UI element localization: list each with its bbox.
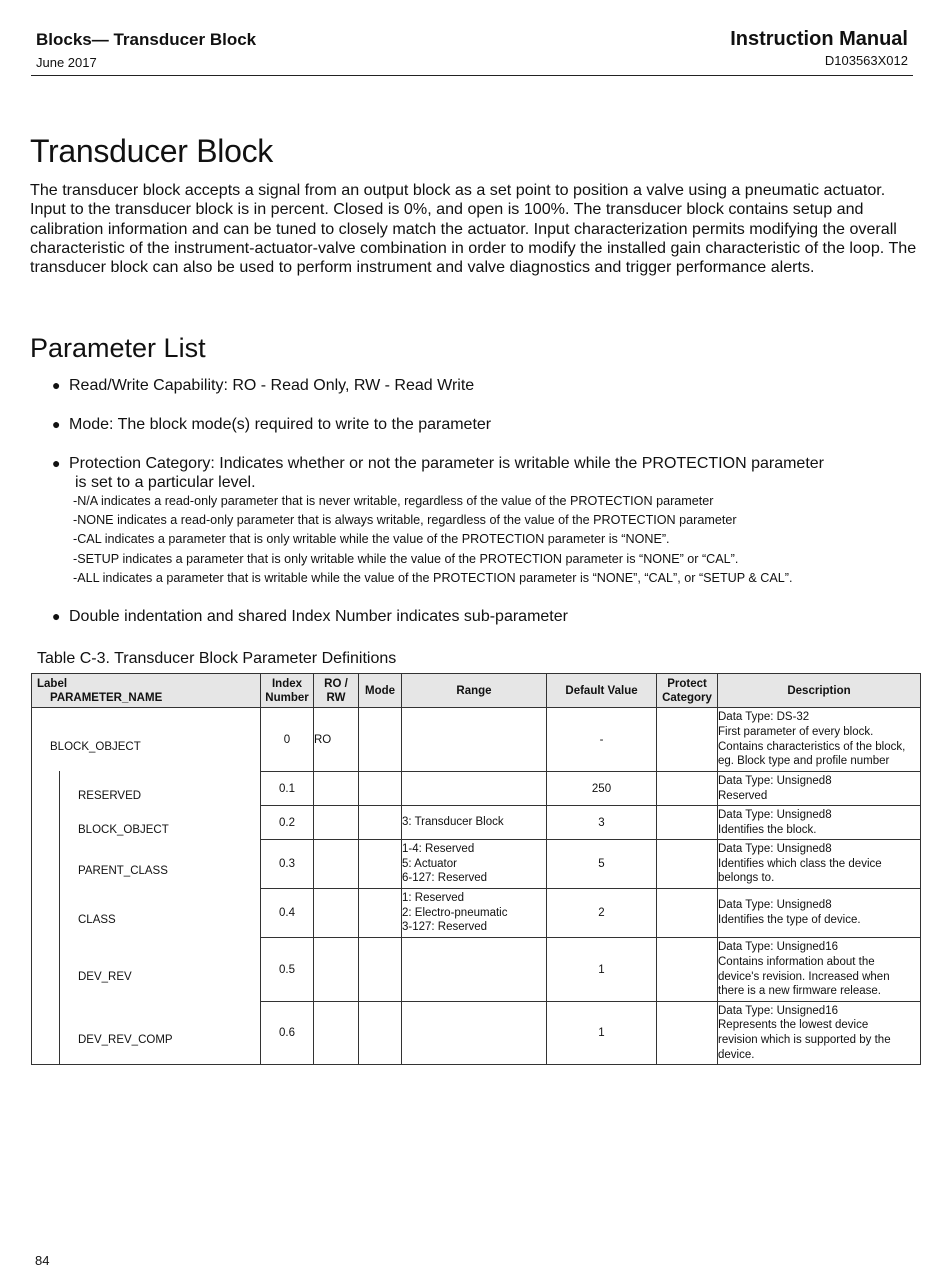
rorw-cell [314, 806, 359, 840]
label-cell [32, 806, 261, 840]
rorw-header-line1: RO / [324, 677, 348, 690]
description-cell: Data Type: Unsigned8 Identifies the block. [718, 806, 921, 840]
header-date: June 2017 [36, 55, 97, 70]
index-cell: 0.5 [261, 938, 314, 1002]
rorw-header-line2: RW [326, 691, 346, 704]
table-row [32, 708, 921, 772]
table-row [32, 806, 921, 840]
protect-cell [657, 938, 718, 1002]
bullet-text: Protection Category: Indicates whether or not the parameter is writable while the PROTECTION parameter [69, 455, 824, 472]
label-header-line2: PARAMETER_NAME [50, 691, 163, 704]
nested-line [59, 1001, 60, 1066]
protect-cell [657, 806, 718, 840]
nested-line [59, 805, 60, 841]
range-cell: 1-4: Reserved 5: Actuator 6-127: Reserved [402, 840, 547, 889]
rorw-cell [314, 840, 359, 889]
mode-cell [359, 840, 402, 889]
default-cell: 1 [547, 938, 657, 1002]
default-cell: 5 [547, 840, 657, 889]
label-cell [32, 708, 261, 772]
rorw-cell: RO [314, 708, 359, 772]
header-doc-number: D103563X012 [824, 53, 908, 68]
bullet-icon: ● [52, 416, 61, 432]
index-cell: 0.1 [261, 772, 314, 806]
index-cell: 0.4 [261, 889, 314, 938]
parameter-table [31, 673, 921, 1065]
protect-header-line2: Category [662, 691, 712, 704]
protect-header-line1: Protect [667, 677, 707, 690]
intro-paragraph: The transducer block accepts a signal from an output block as a set point to position a valve using a pneumatic actuator. Input to the transducer block is in percent. Closed is 0%, and open is 100%. The transducer block contains setup and calibration information and can be tuned to closely match the actuator. Input characterization permits modifying the overall characteristic of the instrument-actuator-valve combination in order to modify the installed gain characteristic of the loop. The transducer block can also be used to perform instrument and valve diagnostics and trigger performance alerts. [30, 181, 917, 277]
rorw-cell [314, 889, 359, 938]
header-rule [31, 75, 913, 76]
range-cell [402, 708, 547, 772]
description-cell: Data Type: Unsigned8 Identifies which class the device belongs to. [718, 840, 921, 889]
page-number: 84 [35, 1253, 50, 1268]
protect-cell [657, 840, 718, 889]
range-cell: 3: Transducer Block [402, 806, 547, 840]
mode-cell [359, 1002, 402, 1065]
description-cell: Data Type: Unsigned16 Represents the lowest device revision which is supported by the device. [718, 1002, 921, 1065]
index-cell: 0.2 [261, 806, 314, 840]
protection-note: -CAL indicates a parameter that is only writable while the value of the PROTECTION parameter is “NONE”. [73, 532, 670, 546]
protection-note: -ALL indicates a parameter that is writable while the value of the PROTECTION parameter is “NONE”, “CAL”, or “SETUP & CAL”. [73, 571, 793, 585]
parameter-list-heading: Parameter List [30, 333, 206, 363]
range-cell [402, 1002, 547, 1065]
description-cell: Data Type: Unsigned8 Identifies the type of device. [718, 889, 921, 938]
index-header-line2: Number [265, 691, 309, 704]
default-cell: 250 [547, 772, 657, 806]
table-caption: Table C-3. Transducer Block Parameter Definitions [37, 650, 397, 667]
protection-note: -N/A indicates a read-only parameter that is never writable, regardless of the value of the PROTECTION parameter [73, 494, 714, 508]
col-header-default: Default Value [547, 674, 657, 708]
col-header-range: Range [402, 674, 547, 708]
mode-cell [359, 772, 402, 806]
table-row [32, 1002, 921, 1065]
param-name: BLOCK_OBJECT [78, 823, 169, 836]
label-header-line1: Label [37, 677, 68, 690]
param-name: BLOCK_OBJECT [50, 740, 141, 753]
protection-note: -SETUP indicates a parameter that is only writable while the value of the PROTECTION parameter is “NONE” or “CAL”. [73, 552, 739, 566]
header-section-title: Blocks— Transducer Block [36, 30, 257, 49]
default-cell: 1 [547, 1002, 657, 1065]
col-header-rorw [314, 674, 359, 708]
col-header-mode: Mode [359, 674, 402, 708]
col-header-description: Description [718, 674, 921, 708]
protect-cell [657, 772, 718, 806]
bullet-text: is set to a particular level. [75, 474, 256, 491]
default-cell: - [547, 708, 657, 772]
table-row [32, 840, 921, 889]
index-header-line1: Index [271, 677, 303, 690]
bullet-text: Double indentation and shared Index Number indicates sub-parameter [69, 608, 568, 625]
table-row [32, 938, 921, 1002]
index-cell: 0 [261, 708, 314, 772]
header-manual-title: Instruction Manual [730, 28, 908, 50]
col-header-index [261, 674, 314, 708]
param-name: PARENT_CLASS [78, 865, 168, 877]
col-header-label [32, 674, 261, 708]
rorw-cell [314, 1002, 359, 1065]
description-cell: Data Type: Unsigned16 Contains information about the device's revision. Increased when there is a new firmware release. [718, 938, 921, 1002]
mode-cell [359, 938, 402, 1002]
range-cell [402, 938, 547, 1002]
label-cell [32, 840, 261, 889]
param-name: RESERVED [78, 789, 142, 802]
protect-cell [657, 708, 718, 772]
index-cell: 0.6 [261, 1002, 314, 1065]
label-cell [32, 1002, 261, 1065]
param-name: DEV_REV_COMP [78, 1033, 173, 1046]
rorw-cell [314, 772, 359, 806]
protect-cell [657, 889, 718, 938]
bullet-icon: ● [52, 377, 61, 393]
mode-cell [359, 708, 402, 772]
rorw-cell [314, 938, 359, 1002]
col-header-protect [657, 674, 718, 708]
description-cell: Data Type: DS-32 First parameter of every block. Contains characteristics of the block, eg. Block type and profile number [718, 708, 921, 772]
bullet-icon: ● [52, 608, 61, 624]
bullet-icon: ● [52, 455, 61, 471]
protection-note: -NONE indicates a read-only parameter that is always writable, regardless of the value of the PROTECTION parameter [73, 513, 737, 527]
description-cell: Data Type: Unsigned8 Reserved [718, 772, 921, 806]
default-cell: 2 [547, 889, 657, 938]
mode-cell [359, 889, 402, 938]
mode-cell [359, 806, 402, 840]
table-row [32, 889, 921, 938]
nested-line [59, 839, 60, 890]
nested-line [59, 771, 60, 807]
table-row [32, 772, 921, 806]
page-title: Transducer Block [30, 133, 273, 169]
index-cell: 0.3 [261, 840, 314, 889]
bullet-text: Mode: The block mode(s) required to write to the parameter [69, 416, 492, 433]
param-name: DEV_REV [78, 970, 132, 983]
label-cell [32, 889, 261, 938]
bullet-text: Read/Write Capability: RO - Read Only, RW - Read Write [69, 377, 475, 394]
default-cell: 3 [547, 806, 657, 840]
label-cell [32, 938, 261, 1002]
protect-cell [657, 1002, 718, 1065]
table-header-row [32, 674, 921, 708]
range-cell: 1: Reserved 2: Electro-pneumatic 3-127: Reserved [402, 889, 547, 938]
label-cell [32, 772, 261, 806]
nested-line [59, 937, 60, 1003]
param-name: CLASS [78, 914, 116, 926]
range-cell [402, 772, 547, 806]
nested-line [59, 888, 60, 939]
